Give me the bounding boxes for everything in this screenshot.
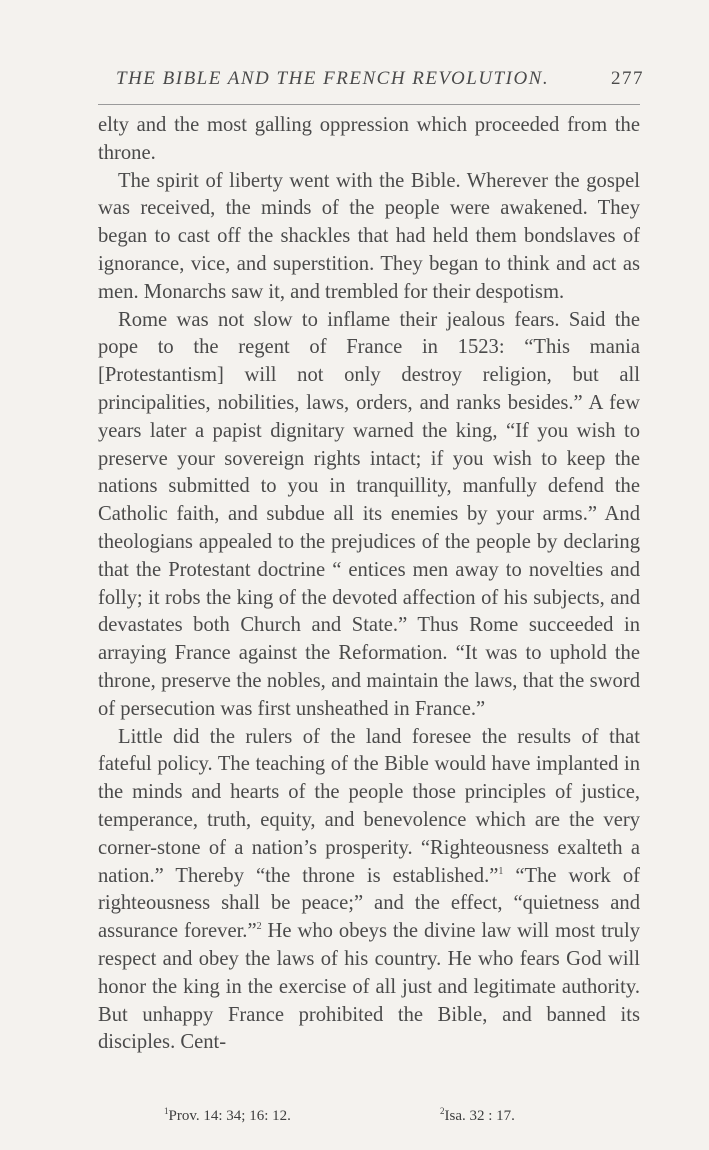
footnote-reference: 2	[256, 921, 262, 933]
running-title: THE BIBLE AND THE FRENCH REVOLUTION.	[116, 68, 550, 89]
paragraph-text: The spirit of liberty went with the Bible. Wherever the gospel was received, the minds of the people were awakened. They began to cast off the shackles that had held them bondslaves of ignorance, vice, and superstition. They began to think and act as men. Monarchs saw it, and trembled for their despotism.	[98, 169, 640, 303]
paragraph-text: elty and the most galling oppression which proceeded from the throne.	[98, 114, 640, 164]
footnote-text: Prov. 14: 34; 16: 12.	[168, 1108, 291, 1124]
header-rule	[98, 104, 640, 105]
paragraph-text: “The work of righteousness shall be peace;” and the effect, “quietness and assurance forever.”	[98, 864, 640, 943]
paragraph-text: Rome was not slow to inflame their jealous fears. Said the pope to the regent of France in 1523: “This mania [Protestantism] will not only destroy religion, but all principalities, nobilities, laws, orders, and ranks besides.” A few years later a papist dignitary warned the king, “If you wish to preserve your sovereign rights intact; if you wish to keep the nations submitted to you in tranquillity, manfully defend the Catholic faith, and subdue all its enemies by your arms.” And theologians appealed to the prejudices of the people by declaring that the Protestant doctrine “ entices men away to novelties and folly; it robs the king of the devoted affection of his subjects, and devastates both Church and State.” Thus Rome succeeded in arraying France against the Reformation. “It was to uphold the throne, preserve the nobles, and maintain the laws, that the sword of persecution was first unsheathed in France.”	[98, 308, 640, 720]
paragraph-text: He who obeys the divine law will most truly respect and obey the laws of his country. He who fears God will honor the king in the exercise of all just and legitimate authority. But unhappy France prohibited the Bible, and banned its disciples. Cent-	[98, 920, 640, 1054]
paragraph	[98, 307, 640, 724]
paragraph	[98, 724, 640, 1058]
footnote-reference: 1	[498, 865, 504, 877]
page-header	[110, 62, 650, 92]
footnote-2	[440, 1108, 515, 1125]
footnote-1	[164, 1108, 291, 1125]
paragraph	[98, 112, 640, 168]
footnote-text: Isa. 32 : 17.	[444, 1108, 515, 1124]
footnote-mark: 2	[440, 1106, 445, 1116]
body-text	[98, 112, 640, 1057]
page-number: 277	[611, 68, 644, 89]
paragraph-text: Little did the rulers of the land foresee the results of that fateful policy. The teaching of the Bible would have implanted in the minds and hearts of the people those principles of justice, temperance, truth, equity, and benevolence which are the very corner-stone of a nation’s prosperity. “Righteousness exalteth a nation.” Thereby “the throne is established.”	[98, 725, 640, 887]
footnote-mark: 1	[164, 1106, 169, 1116]
paragraph	[98, 168, 640, 307]
footnotes	[98, 1108, 640, 1132]
